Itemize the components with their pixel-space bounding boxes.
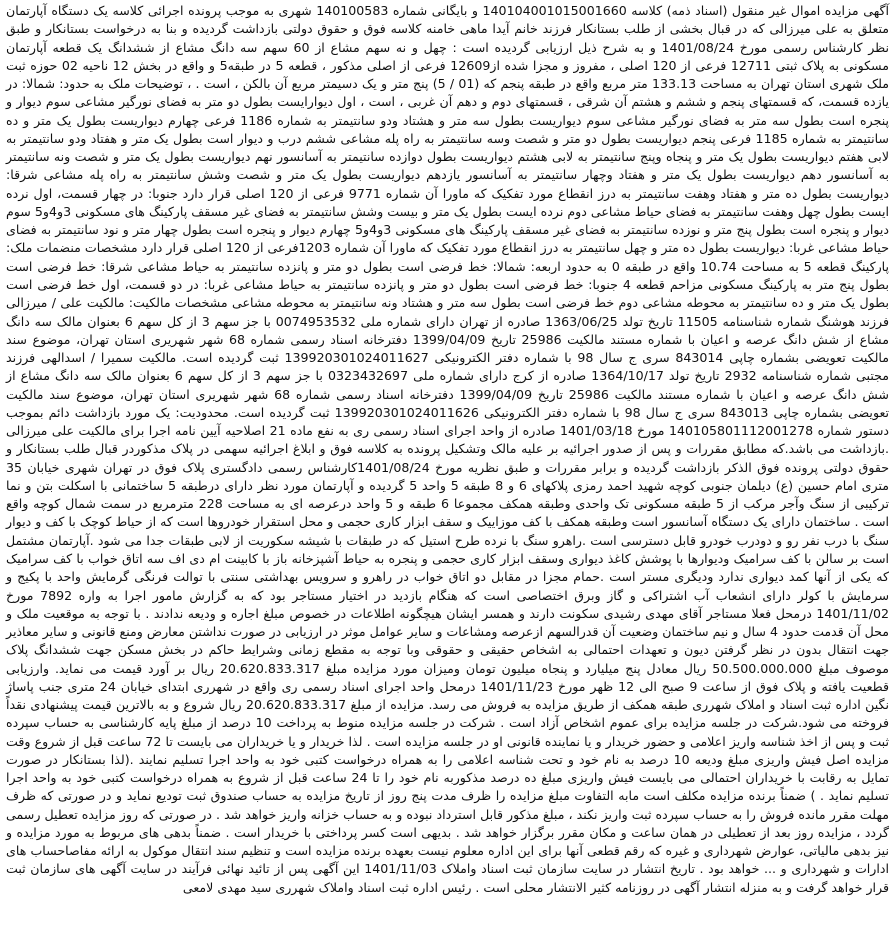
auction-notice-text: آگهی مزایده اموال غیر منقول (اسناد ذمه) کلاسه 140104001015001660 و بایگانی شماره 140100583 شهری به موجب پرونده اجرائی کلاسه یک دستگاه آپارتمان متعلق به علی میرزالی که در قبال بخشی از طلب بستانکار فرزند خانم آیدا ماهی خامنه کلاسه فوق و حقوق دولتی بازداشت گردیده و بنا به درخواست بستانکار و طبق نظر کارشناس رسمی مورخ 1401/08/24 و به شرح ذیل ارزیابی گردیده است : چهل و نه سهم مشاع از 60 سهم سه دانگ مشاع از ششدانگ یک قطعه آپارتمان مسکونی به پلاک ثبتی 12711 فرعی از 120 اصلی ، مفروز و مجزا شده از12609 فرعی از اصلی مذکور ، قطعه 5 در طبقه5 و واقع در بخش 12 ناحیه 02 حوزه ثبت ملک شهری استان تهران به مساحت 133.13 متر مربع واقع در طبقه پنجم که (01 / 5) پنج متر و یک دسیمتر مربع آن بالکن ، است . ، توضیحات ملک به حدود: شمالا: در یازده قسمت، که قسمتهای پنجم و ششم و هشتم آن شرقی ، قسمتهای دوم و دهم آن غربی ، است ، اول دیوارایست بطول دو متر به فضای نورگیر مشاعی سوم دیوار و پنجره است بطول سه متر به فضای نورگیر مشاعی سوم دیواریست بطول سه متر و هشتاد ودو سانتیمتر به شماره 1186 فرعی چهارم دیواریست بطول یک متر و ده سانتیمتر به شماره 1185 فرعی پنجم دیواریست بطول دو متر و شصت وسه سانتیمتر به راه پله مشاعی ششم درب و دیوار است بطول یک متر و هفتاد ودو سانتیمتر به لابی هفتم دیواریست بطول یک متر و پنجاه وپنج سانتیمتر به لابی هشتم دیواریست بطول دوازده سانتیمتر به آسانسور نهم دیواریست بطول یک متر و شصت ونه سانتیمتر به آسانسور دهم دیواریست بطول یک متر و هفتاد وچهار سانتیمتر به آسانسور یازدهم دیواریست بطول یک متر و شصت وشش سانتیمتر به راه پله مشاعی شرقا: دیواریست بطول ده متر و هفتاد وهفت سانتیمتر به درز انقطاع مورد تفکیک که ماورا آن شماره 9771 فرعی از 120 اصلی قرار دارد جنوبا: در چهار قسمت، اول نرده ایست بطول چهل وهفت سانتیمتر به فضای حیاط مشاعی دوم نرده ایست بطول یک متر و بیست وشش سانتیمتر به فضای غیر مسقف پارکینگ های مسکونی 3و4و5 سوم دیوار و پنجره است بطول پنج متر و نوزده سانتیمتر به فضای غیر مسقف پارکینگ های مسکونی 3و4و5 چهارم دیوار و پنجره است بطول چهار متر و نود سانتیمتر به فضای حیاط مشاعی غربا: دیواریست بطول ده متر و چهل سانتیمتر به درز انقطاع مورد تفکیک که ماورا آن شماره 1203فرعی از 120 اصلی قرار دارد مشخصات منضمات ملک: پارکینگ قطعه 5 به مساحت 10.74 واقع در طبقه 0 به حدود اربعه: شمالا: خط فرضی است بطول دو متر و پانزده سانتیمتر به حیاط مشاعی شرقا: خط فرضی است بطول پنج متر به پارکینگ مسکونی مزاحم قطعه 4 جنوبا: خط فرضی است بطول دو متر و پانزده سانتیمتر به حیاط مشاعی غربا: در دو قسمت، اول خط فرضی است بطول یک متر و ده سانتیمتر به محوطه مشاعی دوم خط فرضی است بطول سه متر و هشتاد ونه سانتیمتر به محوطه مشاعی مشخصات مالکیت: مالکیت علی / میرزالی فرزند هوشنگ شماره شناسنامه 11505 تاریخ تولد 1363/06/25 صادره از تهران دارای شماره ملی 0074953532 با جز سهم 3 از کل سهم 6 بعنوان مالک سه دانگ مشاع از شش دانگ عرصه و اعیان با شماره مستند مالکیت 25986 تاریخ 1399/04/09 دفترخانه اسناد رسمی شماره 68 شهر شهریری استان تهران، موضوع سند مالکیت تعویضی بشماره چاپی 843014 سری ج سال 98 با شماره دفتر الکترونیکی 139920301024011627 ثبت گردیده است. مالکیت سمیرا / اسدالهی فرزند مجتبی شماره شناسنامه 2932 تاریخ تولد 1364/10/17 صادره از کرج دارای شماره ملی 0323432697 با جز سهم 3 از کل سهم 6 بعنوان مالک سه دانگ مشاع از شش دانگ عرصه و اعیان با شماره مستند مالکیت 25986 تاریخ 1399/04/09 دفترخانه اسناد رسمی شماره 68 شهر شهریری استان تهران، موضوع سند مالکیت تعویضی بشماره چاپی 843013 سری ج سال 98 با شماره دفتر الکترونیکی 139920301024011626 ثبت گردیده است. محدودیت: یک مورد بازداشت دائم بموجب دستور شماره 140105801112001278 مورخ 1401/03/18 صادره از واحد اجرای اسناد رسمی ری به نفع ماده 21 اصلاحیه آیین نامه اجرا برای مالکیت علی میرزالی .بازداشت می باشد.که مطابق مقررات و پس از صدور اجرائیه بر علیه مالک وتشکیل پرونده به کلاسه فوق و ابلاغ اجرائیه سهمی در پلاک مذکوردر قبال طلب بستانکار و حقوق دولتی پرونده فوق الذکر بازداشت گردیده و برابر مقررات و طبق نظریه مورخ 1401/08/24کارشناس رسمی دادگستری پلاک فوق در تهران شهری خیابان 35 متری امام حسین (ع) دیلمان جنوبی کوچه شهید احمد رمزی پلاکهای 6 و 8 طبقه 5 واحد 5 گردیده و آپارتمان مورد نظر دارای درطبقه 5 ساختمانی با اسکلت بتن و نما ترکیبی از سنگ وآجر مرکب از 5 طبقه مسکونی تک واحدی وطبقه همکف مجموعا 6 طبقه و 5 واحد درعرصه ای به مساحت 228 مترمربع در سمت شمال کوچه واقع است . ساختمان دارای یک دستگاه آسانسور است وطبقه همکف با کف موزاییک و سقف ابزار کاری حجمی و محل استقرار خودروها است که از حیاط کوچک با کف و دیوار سنگ با درب نفر رو و دودرب خودرو قابل دسترسی است .راهرو سنگ با نرده طرح استیل که در طبقات با شیشه سکوریت از لابی طبقات جدا می شود .آپارتمان مشتمل است بر سالن با کف سرامیک ودیوارها با پوشش کاغذ دیواری وسقف ابزار کاری حجمی و پنجره به حیاط آشپزخانه باز با کابینت ام دی اف سه اتاق خواب با کف سرامیک که یکی از آنها کمد دیواری ندارد ودیگری مستر است .حمام مجزا در مقابل دو اتاق خواب در راهرو و سرویس بهداشتی سنتی با توالت فرنگی گرمایش واحد با پکیج و سرمایش با کولر دارای انشعاب آب اشتراکی و گاز وبرق اختصاصی است که هنگام بازدید در اختیار مستاجر بود که به گزارش مامور اجرا به واره 7892 مورخ 1401/11/02 درمحل فعلا مستاجر آقای مهدی رشیدی سکونت دارند و همسر ایشان هیچگونه اطلاعات در خصوص مبلغ اجاره و ودیعه ندادند . با توجه به موقعیت ملک و محل آن قدمت حدود 4 سال و نیم ساختمان وضعیت آن قدرالسهم ازعرصه ومشاعات و سایر عوامل موثر در ارزیابی در صورت نداشتن معارض ومنع قانونی و سایر معاذیر جهت انتقال بدون در نظر گرفتن دیون و تعهدات احتمالی به اشخاص حقیقی و حقوقی وبا توجه به مقطع زمانی وشرایط حاکم در بخش مسکن جهت ششدانگ پلاک موصوف مبلغ 50.500.000.000 ریال معادل پنج میلیارد و پنجاه میلیون تومان ومیزان مورد مزایده مبلغ 20.620.833.317 ریال بر آورد قیمت می نماید. وارزیابی قطعیت یافته و پلاک فوق از ساعت 9 صبح الی 12 ظهر مورخ 1401/11/23 درمحل واحد اجرای اسناد رسمی ری واقع در شهرری ابتدای خیابان 24 متری جنب پاساژ نگین اداره ثبت اسناد و املاک شهرری طبقه همکف از طریق مزایده به فروش می رسد. مزایده از مبلغ 20.620.833.317 ریال شروع و به بالاترین قیمت پیشنهادی نقداً فروخته می شود.شرکت در جلسه مزایده برای عموم اشخاص آزاد است . شرکت در جلسه مزایده منوط به پرداخت 10 درصد از مبلغ پایه کارشناسی به حساب سپرده ثبت و پس از اخذ شناسه واریز اعلامی و حضور خریدار و یا نماینده قانونی او در جلسه مزایده است . لذا خریدار و یا خریداران می بایست تا 72 ساعت قبل از شروع وقت مزایده اصل فیش واریزی مبلغ ودیعه 10 درصد به نام خود و تحت شناسه اعلامی را به همراه درخواست کتبی خود به واحد اجرا تسلیم نمایند .(لذا بستانکار در صورت تمایل به رقابت با خریداران احتمالی می بایست فیش واریزی مبلغ ده درصد مذکوربه نام خود را تا 24 ساعت قبل از شروع به همراه درخواست کتبی خود به واحد اجرا تسلیم نماید . ) ضمناً برنده مزایده مکلف است مابه التفاوت مبلغ مزایده را ظرف مدت پنج روز از تاریخ مزایده به حساب صندوق ثبت تودیع نماید و در صورتی که ظرف مهلت مقرر مانده فروش را به حساب سپرده ثبت واریز نکند ، مبلغ مذکور قابل استرداد نبوده و به حساب خزانه واریز خواهد شد . در صورتی که روز مزایده تعطیل رسمی گردد ، مزایده روز بعد از تعطیلی در همان ساعت و مکان مقرر برگزار خواهد شد . بدیهی است کسر پرداختی با خریدار است . ضمناً بدهی های مربوط به مورد مزایده و نیز بدهی مالیاتی، عوارض شهرداری و غیره که رقم قطعی آنها برای این اداره معلوم نیست بعهده برنده مزایده است و تنظیم سند انتقال موکول به ارائه مفاصاحساب های ادارات و شهرداری و ... خواهد بود . تاریخ انتشار در سایت سازمان ثبت اسناد واملاک 1401/11/03 این آگهی پس از تائید نهائی فرآیند در سایت آگهی های سازمان ثبت قرار خواهد گرفت و به منزله انتشار آگهی در روزنامه کثیر الانتشار محلی است . رئیس اداره ثبت اسناد واملاک شهرری سید مهدی لامعی — [6, 3, 890, 895]
